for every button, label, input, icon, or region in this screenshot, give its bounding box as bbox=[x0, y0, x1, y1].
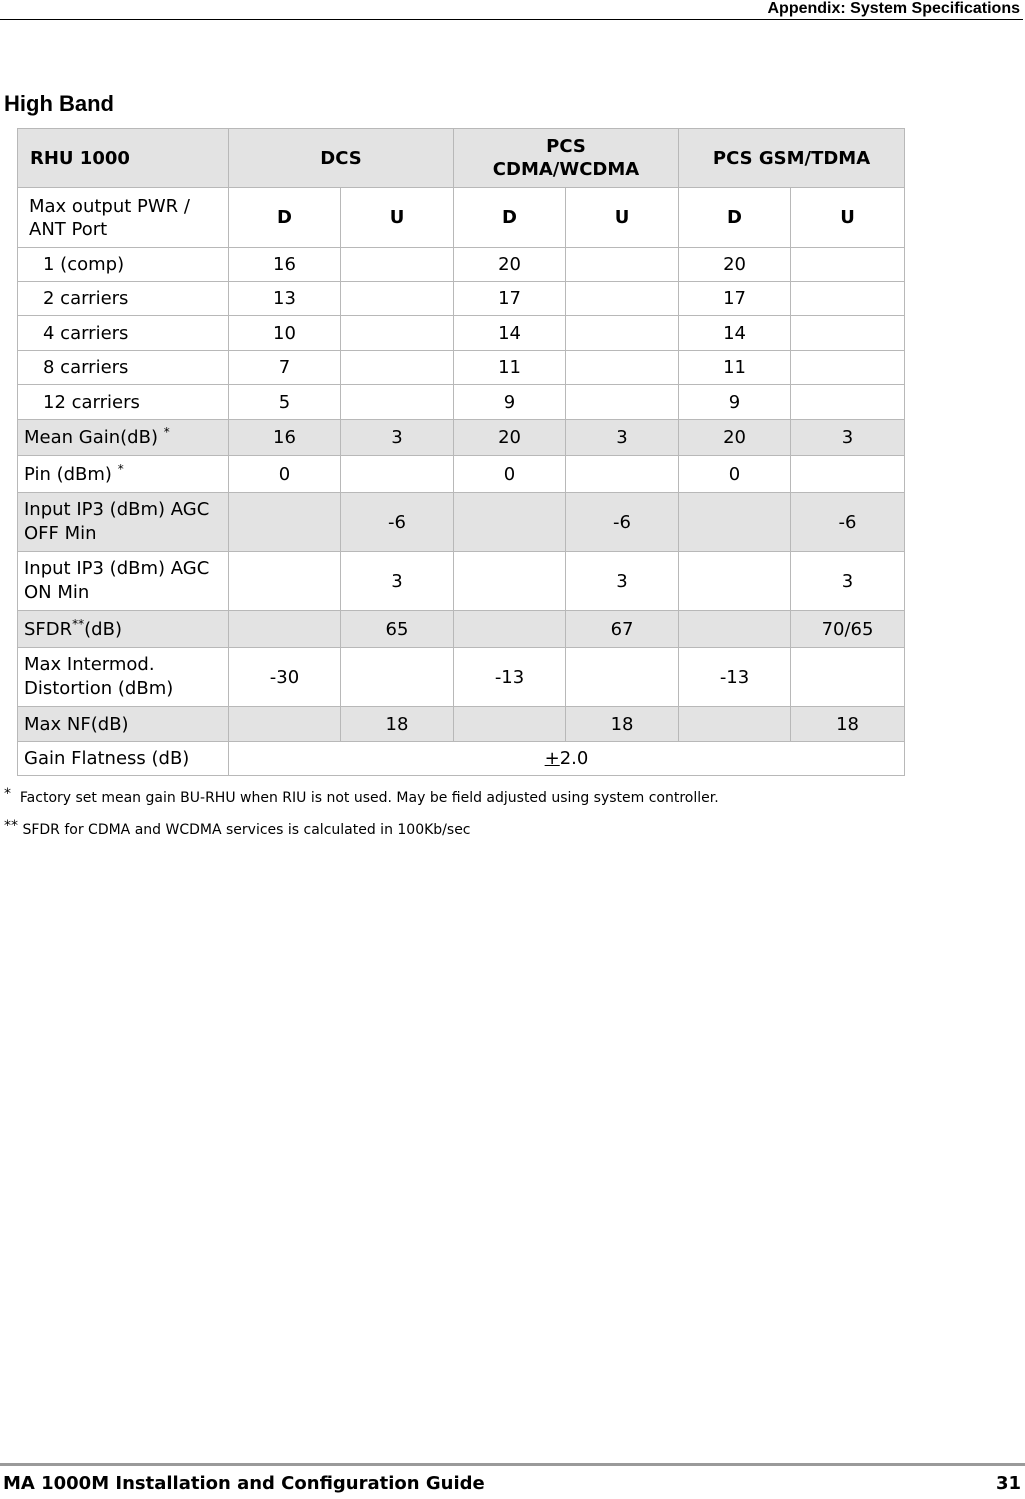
table-cell bbox=[454, 611, 566, 648]
row-label: 8 carriers bbox=[18, 351, 229, 385]
table-cell: 20 bbox=[454, 420, 566, 456]
row-label bbox=[18, 456, 229, 493]
table-cell: 20 bbox=[454, 248, 566, 282]
gain-flatness-number: 2.0 bbox=[559, 748, 589, 769]
row-label: Input IP3 (dBm) AGC ON Min bbox=[18, 552, 229, 611]
direction-d: D bbox=[229, 188, 341, 248]
table-cell bbox=[566, 456, 679, 493]
table-cell: 3 bbox=[791, 420, 905, 456]
table-row bbox=[18, 316, 905, 351]
table-cell: 9 bbox=[454, 385, 566, 420]
table-cell bbox=[341, 385, 454, 420]
table-cell bbox=[341, 316, 454, 351]
table-cell: 18 bbox=[341, 707, 454, 742]
table-cell bbox=[791, 351, 905, 385]
table-row bbox=[18, 707, 905, 742]
table-cell: 11 bbox=[454, 351, 566, 385]
direction-u: U bbox=[341, 188, 454, 248]
footnote-1 bbox=[4, 786, 719, 806]
table-row bbox=[18, 611, 905, 648]
table-row bbox=[18, 456, 905, 493]
row-label bbox=[18, 611, 229, 648]
gain-flatness-value bbox=[229, 742, 905, 776]
table-header-row bbox=[18, 129, 905, 188]
table-cell: 11 bbox=[679, 351, 791, 385]
row-label: Input IP3 (dBm) AGC OFF Min bbox=[18, 493, 229, 552]
plus-minus-sign: + bbox=[544, 748, 560, 769]
header-cell-pcs-gsm: PCS GSM/TDMA bbox=[679, 129, 905, 188]
table-cell: 20 bbox=[679, 420, 791, 456]
table-cell bbox=[229, 707, 341, 742]
row-label-unit: (dB) bbox=[84, 618, 122, 640]
footnote-text: Factory set mean gain BU-RHU when RIU is not used. May be field adjusted using system controller. bbox=[19, 790, 719, 806]
table-cell bbox=[566, 385, 679, 420]
row-label-text: Pin (dBm) bbox=[24, 463, 112, 485]
table-cell bbox=[791, 648, 905, 707]
table-cell: 3 bbox=[566, 552, 679, 611]
table-cell: 3 bbox=[791, 552, 905, 611]
table-cell: -6 bbox=[341, 493, 454, 552]
row-label-text: Mean Gain(dB) bbox=[24, 427, 158, 448]
row-label: 12 carriers bbox=[18, 385, 229, 420]
table-cell: 7 bbox=[229, 351, 341, 385]
table-cell: 3 bbox=[566, 420, 679, 456]
row-label: Max Intermod. Distortion (dBm) bbox=[18, 648, 229, 707]
row-label-text: SFDR bbox=[24, 618, 73, 640]
table-cell: 16 bbox=[229, 420, 341, 456]
header-cell-pcs-cdma-label: PCS CDMA/WCDMA bbox=[492, 136, 640, 180]
table-cell bbox=[679, 493, 791, 552]
table-cell: 14 bbox=[679, 316, 791, 351]
footer-title: MA 1000M Installation and Configuration Guide bbox=[3, 1473, 485, 1494]
direction-u: U bbox=[791, 188, 905, 248]
table-cell: -30 bbox=[229, 648, 341, 707]
table-cell bbox=[791, 282, 905, 316]
table-row bbox=[18, 351, 905, 385]
table-row bbox=[18, 742, 905, 776]
table-cell bbox=[791, 385, 905, 420]
table-cell bbox=[229, 552, 341, 611]
table-cell bbox=[679, 552, 791, 611]
table-cell bbox=[566, 648, 679, 707]
table-row bbox=[18, 282, 905, 316]
table-row bbox=[18, 420, 905, 456]
page-header bbox=[0, 0, 1023, 20]
table-row bbox=[18, 648, 905, 707]
table-cell: 16 bbox=[229, 248, 341, 282]
table-cell bbox=[679, 611, 791, 648]
table-cell: -13 bbox=[679, 648, 791, 707]
table-cell: -6 bbox=[566, 493, 679, 552]
table-cell: 3 bbox=[341, 420, 454, 456]
table-cell: 9 bbox=[679, 385, 791, 420]
table-cell: 5 bbox=[229, 385, 341, 420]
table-cell: 17 bbox=[454, 282, 566, 316]
direction-d: D bbox=[679, 188, 791, 248]
table-cell bbox=[229, 493, 341, 552]
table-cell: 17 bbox=[679, 282, 791, 316]
table-cell bbox=[454, 493, 566, 552]
page-number: 31 bbox=[995, 1473, 1021, 1494]
row-label: 1 (comp) bbox=[18, 248, 229, 282]
row-label: Gain Flatness (dB) bbox=[18, 742, 229, 776]
footnote-marker: * bbox=[4, 786, 11, 802]
footnote-marker: * bbox=[117, 461, 124, 476]
footnote-2 bbox=[4, 818, 471, 838]
table-cell: 20 bbox=[679, 248, 791, 282]
table-cell bbox=[566, 282, 679, 316]
direction-d: D bbox=[454, 188, 566, 248]
table-cell: 18 bbox=[791, 707, 905, 742]
table-cell bbox=[341, 282, 454, 316]
spec-table bbox=[17, 128, 905, 776]
table-subheader-row bbox=[18, 188, 905, 248]
row-label bbox=[18, 420, 229, 456]
table-cell bbox=[229, 611, 341, 648]
table-row bbox=[18, 248, 905, 282]
row-label: 4 carriers bbox=[18, 316, 229, 351]
table-cell: 0 bbox=[679, 456, 791, 493]
table-cell: 10 bbox=[229, 316, 341, 351]
table-row bbox=[18, 385, 905, 420]
table-cell: 0 bbox=[454, 456, 566, 493]
table-cell bbox=[341, 248, 454, 282]
table-cell bbox=[341, 456, 454, 493]
table-cell bbox=[341, 351, 454, 385]
table-cell bbox=[454, 552, 566, 611]
table-cell bbox=[566, 351, 679, 385]
table-cell: 18 bbox=[566, 707, 679, 742]
section-title: High Band bbox=[4, 91, 114, 116]
table-cell: 65 bbox=[341, 611, 454, 648]
row-label: 2 carriers bbox=[18, 282, 229, 316]
table-cell bbox=[341, 648, 454, 707]
footnote-marker: ** bbox=[4, 818, 18, 834]
direction-u: U bbox=[566, 188, 679, 248]
header-title: Appendix: System Specifications bbox=[767, 0, 1020, 17]
page-footer bbox=[0, 1463, 1025, 1499]
footnote-text: SFDR for CDMA and WCDMA services is calculated in 100Kb/sec bbox=[22, 822, 471, 838]
table-row bbox=[18, 552, 905, 611]
table-cell bbox=[566, 316, 679, 351]
row-label: Max NF(dB) bbox=[18, 707, 229, 742]
table-row bbox=[18, 493, 905, 552]
table-cell: 14 bbox=[454, 316, 566, 351]
table-cell: 0 bbox=[229, 456, 341, 493]
table-cell bbox=[679, 707, 791, 742]
header-cell-pcs-cdma bbox=[454, 129, 679, 188]
table-cell bbox=[791, 456, 905, 493]
table-cell bbox=[791, 248, 905, 282]
header-cell-rhu: RHU 1000 bbox=[18, 129, 229, 188]
table-cell: -13 bbox=[454, 648, 566, 707]
table-cell: 70/65 bbox=[791, 611, 905, 648]
header-cell-dcs: DCS bbox=[229, 129, 454, 188]
table-cell bbox=[791, 316, 905, 351]
table-cell: 67 bbox=[566, 611, 679, 648]
footnote-marker: * bbox=[163, 425, 170, 439]
table-cell: 3 bbox=[341, 552, 454, 611]
table-cell: -6 bbox=[791, 493, 905, 552]
table-cell: 13 bbox=[229, 282, 341, 316]
table-cell bbox=[454, 707, 566, 742]
row-label: Max output PWR / ANT Port bbox=[18, 188, 229, 248]
footnote-marker: ** bbox=[72, 616, 85, 631]
table-cell bbox=[566, 248, 679, 282]
